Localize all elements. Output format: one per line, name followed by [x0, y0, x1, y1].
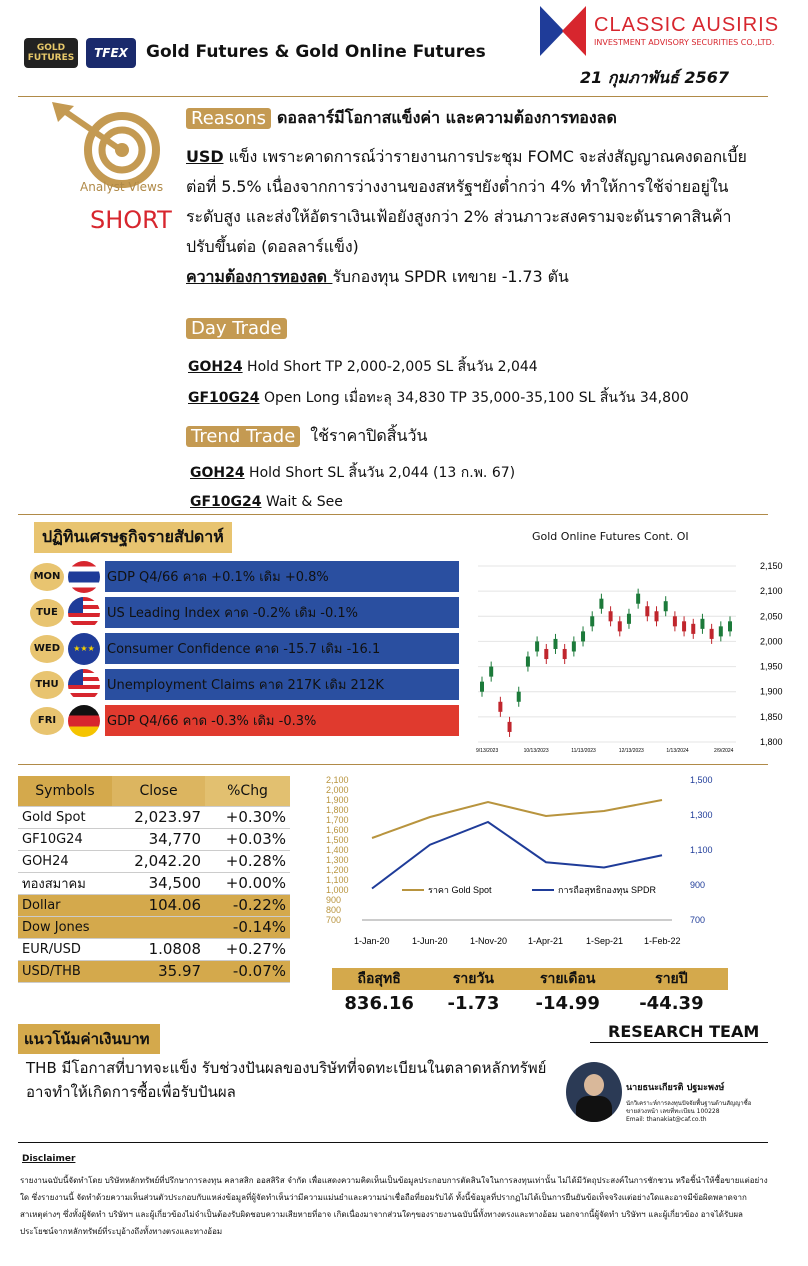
calendar-event: Unemployment Claims คาด 217K เดิม 212K	[104, 668, 460, 701]
trend-trade-row-2: GF10G24 Wait & See	[190, 494, 343, 510]
spdr-header: รายเดือน	[539, 971, 596, 987]
report-date: 21 กุมภาพันธ์ 2567	[580, 68, 729, 87]
y-left-tick-label: 800	[326, 905, 342, 915]
candle	[517, 692, 521, 702]
day-pill: THU	[30, 671, 64, 699]
y-tick-label: 1,850	[760, 711, 783, 722]
calendar	[30, 560, 464, 740]
spdr-holdings	[332, 968, 728, 1016]
candle	[645, 606, 649, 616]
calendar-row	[30, 596, 464, 629]
table-row: EUR/USD 1.0808 +0.27%	[18, 938, 290, 960]
x-tick-label: 1-Nov-20	[470, 936, 508, 946]
series-line	[372, 800, 662, 838]
table-row: USD/THB 35.97 -0.07%	[18, 960, 290, 982]
series-line	[372, 822, 662, 889]
section-divider	[18, 764, 768, 765]
calendar-row	[30, 668, 464, 701]
analyst-email: Email: thanakiat@caf.co.th	[626, 1116, 707, 1123]
calendar-event: GDP Q4/66 คาด +0.1% เดิม +0.8%	[104, 560, 460, 593]
col-header: Close	[112, 776, 205, 806]
legend-label: ราคา Gold Spot	[428, 885, 492, 895]
page-title: Gold Futures & Gold Online Futures	[146, 42, 486, 62]
x-tick-label: 10/13/2023	[523, 748, 549, 754]
y-tick-label: 2,000	[760, 636, 783, 647]
calendar-row	[30, 704, 464, 737]
spdr-value: -14.99	[535, 992, 600, 1014]
col-header: %Chg	[205, 776, 290, 806]
usd-text: แข็ง เพราะคาดการณ์ว่ารายงานการประชุม FOMC จะส่งสัญญาณคงดอกเบี้ย	[223, 147, 747, 166]
target-icon	[52, 102, 162, 188]
trend-trade-heading: Trend Trade	[186, 426, 300, 447]
x-tick-label: 1-Apr-21	[528, 936, 564, 946]
analyst-role-2: ขายล่วงหน้า เลขที่ทะเบียน 100228	[626, 1108, 720, 1115]
baht-text-1: THB มีโอกาสที่บาทจะแข็ง รับช่วงปันผลของบริษัทที่จดทะเบียนในตลาดหลักทรัพย์	[26, 1059, 547, 1077]
x-tick-label: 1-Sep-21	[586, 936, 624, 946]
y-tick-label: 1,950	[760, 661, 783, 672]
y-left-tick-label: 1,800	[326, 805, 349, 815]
y-right-tick-label: 900	[690, 880, 706, 890]
y-left-tick-label: 1,900	[326, 795, 349, 805]
calendar-row	[30, 632, 464, 665]
calendar-row	[30, 560, 464, 593]
candle	[572, 641, 576, 651]
analyst-name: นายธนะเกียรติ ปฐมะพงษ์	[626, 1083, 725, 1093]
x-tick-label: 1-Jan-20	[354, 936, 390, 946]
candle	[480, 682, 484, 692]
col-header: Symbols	[18, 776, 112, 806]
calendar-event: US Leading Index คาด -0.2% เดิม -0.1%	[104, 596, 460, 629]
candle	[627, 614, 631, 624]
usd-text-3: ระดับสูง และส่งให้อัตราเงินเฟ้อยังสูงกว่า 2% ส่วนภาวะสงครามจะดันราคาสินค้า	[186, 207, 732, 226]
x-tick-label: 12/13/2023	[618, 748, 644, 754]
disclaimer-heading: Disclaimer	[22, 1154, 76, 1164]
y-left-tick-label: 1,100	[326, 875, 349, 885]
gold-futures-logo: GOLD FUTURES	[24, 38, 78, 68]
table-row: GF10G24 34,770 +0.03%	[18, 828, 290, 850]
candle	[498, 702, 502, 712]
y-left-tick-label: 2,100	[326, 775, 349, 785]
analyst-view-value: SHORT	[90, 206, 172, 234]
candle	[553, 639, 557, 649]
candle	[700, 619, 704, 629]
baht-heading: แนวโน้มค่าเงินบาท	[18, 1024, 160, 1054]
candle	[710, 629, 714, 639]
trend-trade-row-1: GOH24 Hold Short SL สิ้นวัน 2,044 (13 ก.พ. 67)	[190, 465, 516, 481]
y-left-tick-label: 1,000	[326, 885, 349, 895]
thailand-flag-icon	[68, 561, 100, 593]
spdr-value: 836.16	[344, 992, 414, 1014]
table-row: ทองสมาคม 34,500 +0.00%	[18, 872, 290, 894]
candle	[682, 621, 686, 631]
y-left-tick-label: 2,000	[326, 785, 349, 795]
day-pill: FRI	[30, 707, 64, 735]
candle	[691, 624, 695, 634]
gold-key: ความต้องการทองลด	[186, 267, 333, 286]
y-tick-label: 1,800	[760, 737, 783, 747]
day-trade-heading: Day Trade	[186, 318, 287, 339]
candle	[618, 621, 622, 631]
day-pill: TUE	[30, 599, 64, 627]
reasons-headline: ดอลลาร์มีโอกาสแข็งค่า และความต้องการทองลด	[276, 107, 617, 127]
tfex-logo: TFEX	[86, 38, 136, 68]
usd-text-4: ปรับขึ้นต่อ (ดอลลาร์แข็ง)	[186, 237, 359, 256]
gold-spdr-chart	[322, 770, 722, 950]
x-tick-label: 11/13/2023	[571, 748, 596, 754]
y-right-tick-label: 700	[690, 915, 706, 925]
germany-flag-icon	[68, 705, 100, 737]
calendar-heading: ปฏิทินเศรษฐกิจรายสัปดาห์	[34, 522, 232, 553]
candle	[489, 667, 493, 677]
symbols-table	[18, 776, 290, 983]
spdr-header: รายวัน	[452, 971, 494, 987]
baht-text-2: อาจทำให้เกิดการซื้อเพื่อรับปันผล	[26, 1083, 236, 1101]
y-right-tick-label: 1,300	[690, 810, 713, 820]
table-row: Dow Jones -0.14%	[18, 916, 290, 938]
y-left-tick-label: 1,500	[326, 835, 349, 845]
analyst-role: นักวิเคราะห์การลงทุนปัจจัยพื้นฐานด้านสัญญาซื้อ	[626, 1100, 752, 1107]
y-left-tick-label: 1,600	[326, 825, 349, 835]
candle	[535, 641, 539, 651]
candle	[636, 594, 640, 604]
reasons-block	[186, 104, 796, 292]
calendar-event: Consumer Confidence คาด -15.7 เดิม -16.1	[104, 632, 460, 665]
candle	[508, 722, 512, 732]
day-pill: MON	[30, 563, 64, 591]
candle	[664, 601, 668, 611]
candle	[526, 657, 530, 667]
y-tick-label: 2,050	[760, 611, 783, 622]
usd-key: USD	[186, 147, 224, 166]
candle	[673, 616, 677, 626]
section-divider	[18, 514, 768, 515]
y-tick-label: 1,900	[760, 686, 783, 697]
oi-chart	[470, 556, 790, 756]
table-row: GOH24 2,042.20 +0.28%	[18, 850, 290, 872]
candle	[581, 631, 585, 641]
candle	[719, 626, 723, 636]
oi-chart-title: Gold Online Futures Cont. OI	[532, 530, 689, 543]
spdr-value: -44.39	[639, 992, 704, 1014]
header-divider	[18, 96, 768, 97]
us-flag-icon	[68, 669, 100, 701]
candle	[544, 649, 548, 659]
y-left-tick-label: 1,400	[326, 845, 349, 855]
y-left-tick-label: 1,300	[326, 855, 349, 865]
x-tick-label: 1-Feb-22	[644, 936, 681, 946]
brand-logo-icon	[540, 6, 586, 56]
us-flag-icon	[68, 597, 100, 629]
calendar-event: GDP Q4/66 คาด -0.3% เดิม -0.3%	[104, 704, 460, 737]
spdr-header: ถือสุทธิ	[357, 971, 401, 987]
brand-name: CLASSIC AUSIRIS	[594, 14, 780, 36]
y-tick-label: 2,150	[760, 561, 783, 571]
day-trade-row-1: GOH24 Hold Short TP 2,000-2,005 SL สิ้นวัน 2,044	[188, 359, 538, 375]
y-tick-label: 2,100	[760, 586, 783, 597]
table-row: Gold Spot 2,023.97 +0.30%	[18, 806, 290, 828]
y-left-tick-label: 900	[326, 895, 342, 905]
usd-text-2: ต่อที่ 5.5% เนื่องจากการว่างงานของสหรัฐฯยังต่ำกว่า 4% ทำให้การใช้จ่ายอยู่ใน	[186, 177, 729, 196]
y-left-tick-label: 1,700	[326, 815, 349, 825]
y-left-tick-label: 1,200	[326, 865, 349, 875]
candle	[728, 621, 732, 631]
legend-label: การถือสุทธิกองทุน SPDR	[558, 885, 656, 895]
brand-sub: INVESTMENT ADVISORY SECURITIES CO.,LTD.	[594, 38, 775, 47]
reasons-heading: Reasons	[186, 108, 271, 129]
analyst-avatar	[566, 1062, 622, 1122]
x-tick-label: 1-Jun-20	[412, 936, 448, 946]
candle	[599, 599, 603, 609]
x-tick-label: 1/13/2024	[666, 748, 689, 754]
y-right-tick-label: 1,500	[690, 775, 713, 785]
gold-text: รับกองทุน SPDR เทขาย -1.73 ตัน	[332, 267, 569, 286]
day-trade-row-2: GF10G24 Open Long เมื่อทะลุ 34,830 TP 35,000-35,100 SL สิ้นวัน 34,800	[188, 390, 689, 406]
eu-flag-icon: ★★★	[68, 633, 100, 665]
x-tick-label: 2/9/2024	[714, 748, 734, 754]
analyst-views-label: Analyst Views	[80, 180, 164, 194]
y-left-tick-label: 700	[326, 915, 342, 925]
spdr-header: รายปี	[655, 971, 688, 987]
day-pill: WED	[30, 635, 64, 663]
y-right-tick-label: 1,100	[690, 845, 713, 855]
research-heading: RESEARCH TEAM	[608, 1022, 760, 1041]
table-row: Dollar 104.06 -0.22%	[18, 894, 290, 916]
candle	[655, 611, 659, 621]
x-tick-label: 9/13/2023	[476, 748, 499, 754]
disclaimer-text: รายงานฉบับนี้จัดทำโดย บริษัทหลักทรัพย์ที่ปรึกษาการลงทุน คลาสสิก ออสสิริส จำกัด เพื่อแสดงความคิดเห็นเป็นข้อมูลประกอบการตัดสินใจในการลงทุนเท่านั้น ไม่ได้มีวัตถุประสงค์ในการชักชวน หรือชี้นำให้ซื้อขายแต่อย่างใด ซึ่งรายงานนี้ จัดทำด้วยความเห็นส่วนตัวประกอบกับแหล่งข้อมูลที่ผู้จัดทำเห็นว่ามีความแม่นยำและความน่าเชื่อถือที่ยอมรับได้ ทั้งนี้ข้อมูลที่ปรากฏไม่ได้เป็นการยืนยันข้อเท็จจริงแต่อย่างใดและอาจมีข้อผิดพลาดจากสาเหตุต่างๆ ซึ่งทั้งผู้จัดทำ บริษัทฯ และผู้เกี่ยวข้องไม่จำเป็นต้องรับผิดชอบความเสียหายที่อาจ เกิดเนื่องมาจากส่วนใดๆของรายงานฉบับนี้ทั้งทางตรงและทางอ้อม นอกจากนี้ผู้จัดทำ บริษัทฯ และผู้เกี่ยวข้อง อาจได้รับผลประโยชน์จากหลักทรัพย์ที่ระบุอ้างถึงทั้งทางตรงและทางอ้อม	[20, 1176, 768, 1236]
spdr-value: -1.73	[447, 992, 500, 1014]
candle	[590, 616, 594, 626]
candle	[563, 649, 567, 659]
candle	[609, 611, 613, 621]
trend-trade-note: ใช้ราคาปิดสิ้นวัน	[310, 426, 428, 445]
